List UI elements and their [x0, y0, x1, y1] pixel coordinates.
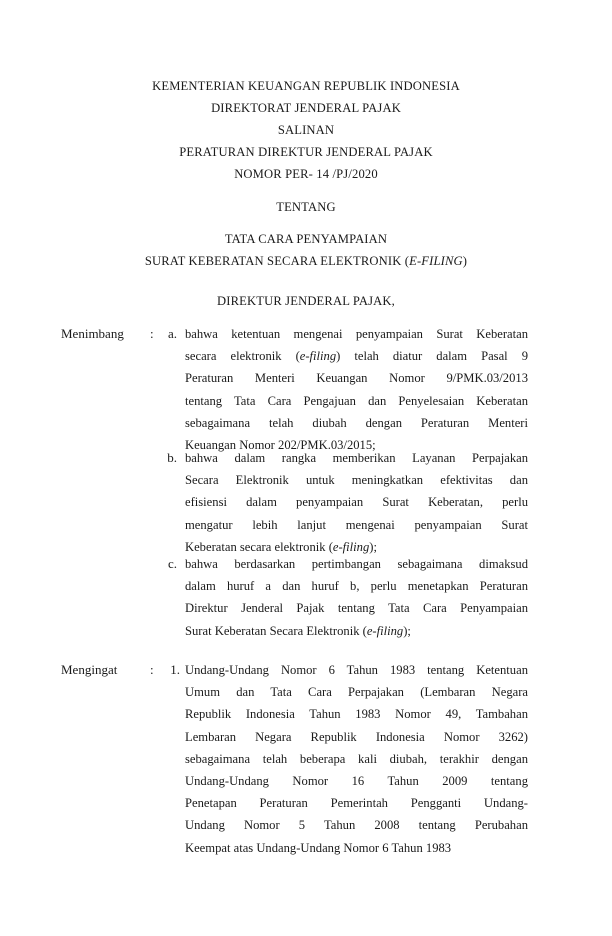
clause-line — [185, 415, 528, 431]
line-text: Surat Keberatan Secara Elektronik ( — [185, 623, 367, 638]
line-text: ); — [403, 623, 411, 638]
clause-line — [185, 751, 528, 767]
clause-line — [185, 773, 528, 789]
line-text: Undang Nomor 5 Tahun 2008 tentang Perubahan — [185, 818, 528, 833]
line-text: ) telah diatur dalam Pasal 9 — [336, 349, 528, 364]
subject-efiling: E-FILING — [409, 254, 463, 268]
line-text: bahwa dalam rangka memberikan Layanan Perpajakan — [185, 451, 528, 465]
ministry-heading: KEMENTERIAN KEUANGAN REPUBLIK INDONESIA — [152, 79, 460, 93]
line-text: sebagaimana telah diubah dengan Peraturan Menteri — [185, 415, 528, 430]
subject-line-1: TATA CARA PENYAMPAIAN — [224, 232, 388, 246]
clause-line — [185, 729, 528, 745]
regulation-number: NOMOR PER- 14 /PJ/2020 — [234, 167, 378, 181]
line-text: Undang-Undang Nomor 16 Tahun 2009 tentang — [185, 774, 528, 788]
subject-line-2 — [0, 254, 612, 269]
clause-line — [185, 706, 528, 722]
clause-marker: 1. — [170, 662, 180, 677]
line-text: Keuangan Nomor 202/PMK.03/2015; — [185, 438, 376, 452]
clause-line — [185, 840, 528, 856]
line-text: tentang Tata Cara Pengajuan dan Penyelesaian Keberatan — [185, 393, 528, 408]
clause-line — [185, 450, 528, 466]
line-text: Direktur Jenderal Pajak tentang Tata Cara Penyampaian — [185, 601, 528, 616]
mengingat-colon: : — [150, 662, 154, 677]
clause-line — [185, 370, 528, 386]
line-text: bahwa ketentuan mengenai penyampaian Surat Keberatan — [185, 327, 528, 341]
about-heading: TENTANG — [276, 200, 336, 214]
clause-line — [185, 817, 528, 833]
line-text: Penetapan Peraturan Pemerintah Pengganti Undang- — [185, 796, 528, 811]
line-text: Lembaran Negara Republik Indonesia Nomor 3262) — [185, 729, 528, 744]
mengingat-label: Mengingat — [61, 662, 118, 677]
menimbang-colon: : — [150, 326, 154, 341]
line-text: Peraturan Menteri Keuangan Nomor 9/PMK.03/2013 — [185, 371, 528, 386]
line-text: Umum dan Tata Cara Perpajakan (Lembaran Negara — [185, 685, 528, 700]
clause-line — [185, 539, 528, 555]
clause-line — [185, 348, 528, 364]
line-text: bahwa berdasarkan pertimbangan sebagaimana dimaksud — [185, 557, 528, 571]
clause-line — [185, 517, 528, 533]
clause-line — [185, 556, 528, 572]
clause-line — [185, 623, 528, 639]
italic-term: e-filing — [299, 349, 337, 364]
italic-term: e-filing — [366, 623, 404, 638]
line-text: secara elektronik ( — [185, 349, 300, 364]
clause-line — [185, 578, 528, 594]
copy-label: SALINAN — [277, 123, 335, 137]
line-text: Keberatan secara elektronik ( — [185, 539, 333, 554]
clause-line — [185, 600, 528, 616]
menimbang-label: Menimbang — [61, 326, 124, 341]
line-text: sebagaimana telah beberapa kali diubah, terakhir dengan — [185, 751, 528, 766]
clause-marker: c. — [167, 556, 177, 571]
line-text: dalam huruf a dan huruf b, perlu menetapkan Peraturan — [185, 579, 528, 594]
clause-line — [185, 393, 528, 409]
line-text: Undang-Undang Nomor 6 Tahun 1983 tentang Ketentuan — [185, 663, 528, 677]
clause-marker: b. — [167, 450, 177, 465]
line-text: Keempat atas Undang-Undang Nomor 6 Tahun 1983 — [185, 840, 452, 855]
subject-close: ) — [462, 254, 468, 268]
clause-line — [185, 472, 528, 488]
line-text: efisiensi dalam penyampaian Surat Keberatan, perlu — [185, 495, 528, 510]
line-text: ); — [369, 539, 377, 554]
clause-line — [185, 684, 528, 700]
clause-marker: a. — [167, 326, 177, 341]
subject-text: SURAT KEBERATAN SECARA ELEKTRONIK ( — [144, 254, 410, 268]
clause-line — [185, 494, 528, 510]
line-text: Republik Indonesia Tahun 1983 Nomor 49, Tambahan — [185, 707, 528, 722]
italic-term: e-filing — [332, 539, 370, 554]
directorate-heading: DIREKTORAT JENDERAL PAJAK — [211, 101, 401, 115]
clause-line — [185, 326, 528, 342]
clause-line — [185, 662, 528, 678]
issuer-heading: DIREKTUR JENDERAL PAJAK, — [217, 294, 395, 308]
line-text: mengatur lebih lanjut mengenai penyampaian Surat — [185, 517, 528, 532]
regulation-title: PERATURAN DIREKTUR JENDERAL PAJAK — [179, 145, 433, 159]
line-text: Secara Elektronik untuk meningkatkan efektivitas dan — [185, 473, 528, 488]
clause-line — [185, 795, 528, 811]
